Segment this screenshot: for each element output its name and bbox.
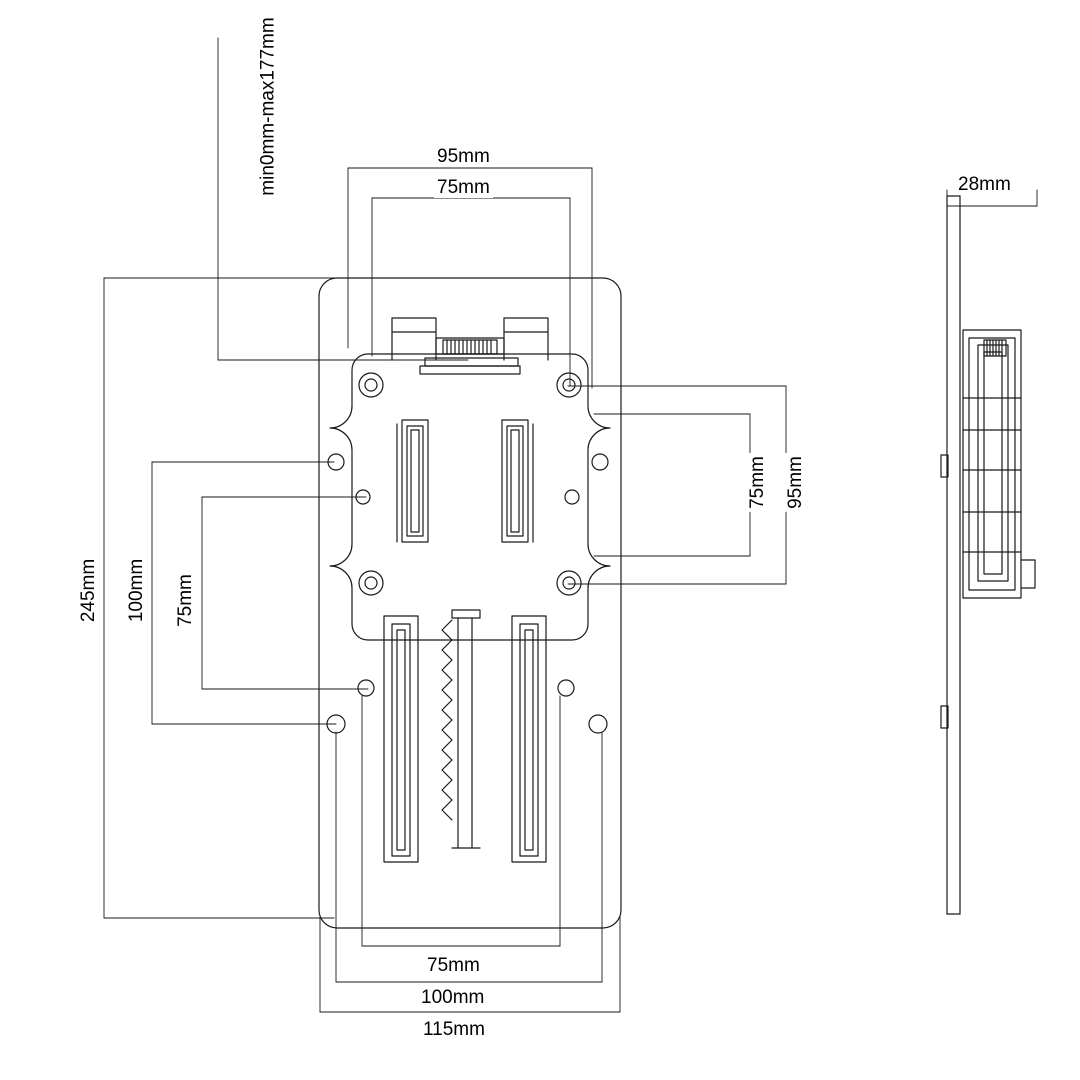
dimension-label-height-245: 245mm <box>78 556 99 625</box>
side-view-body <box>941 196 1035 914</box>
dimension-lines <box>104 38 1037 1012</box>
dimension-label-vesa-top-75: 75mm <box>434 177 493 198</box>
dimension-label-vesa-top-95: 95mm <box>434 146 493 167</box>
dimension-label-width-75: 75mm <box>424 955 483 976</box>
dimension-label-width-115: 115mm <box>420 1019 488 1040</box>
dimension-label-width-100: 100mm <box>418 987 487 1008</box>
dimension-label-depth-28: 28mm <box>955 174 1014 195</box>
dimension-label-depth-adjust: min0mm-max177mm <box>258 14 279 198</box>
dimension-label-vesa-right-95: 95mm <box>785 453 806 512</box>
dimension-label-height-75: 75mm <box>175 571 196 630</box>
dimension-label-vesa-right-75: 75mm <box>747 453 768 512</box>
dimension-label-height-100: 100mm <box>126 556 147 625</box>
front-view-body <box>319 278 621 928</box>
